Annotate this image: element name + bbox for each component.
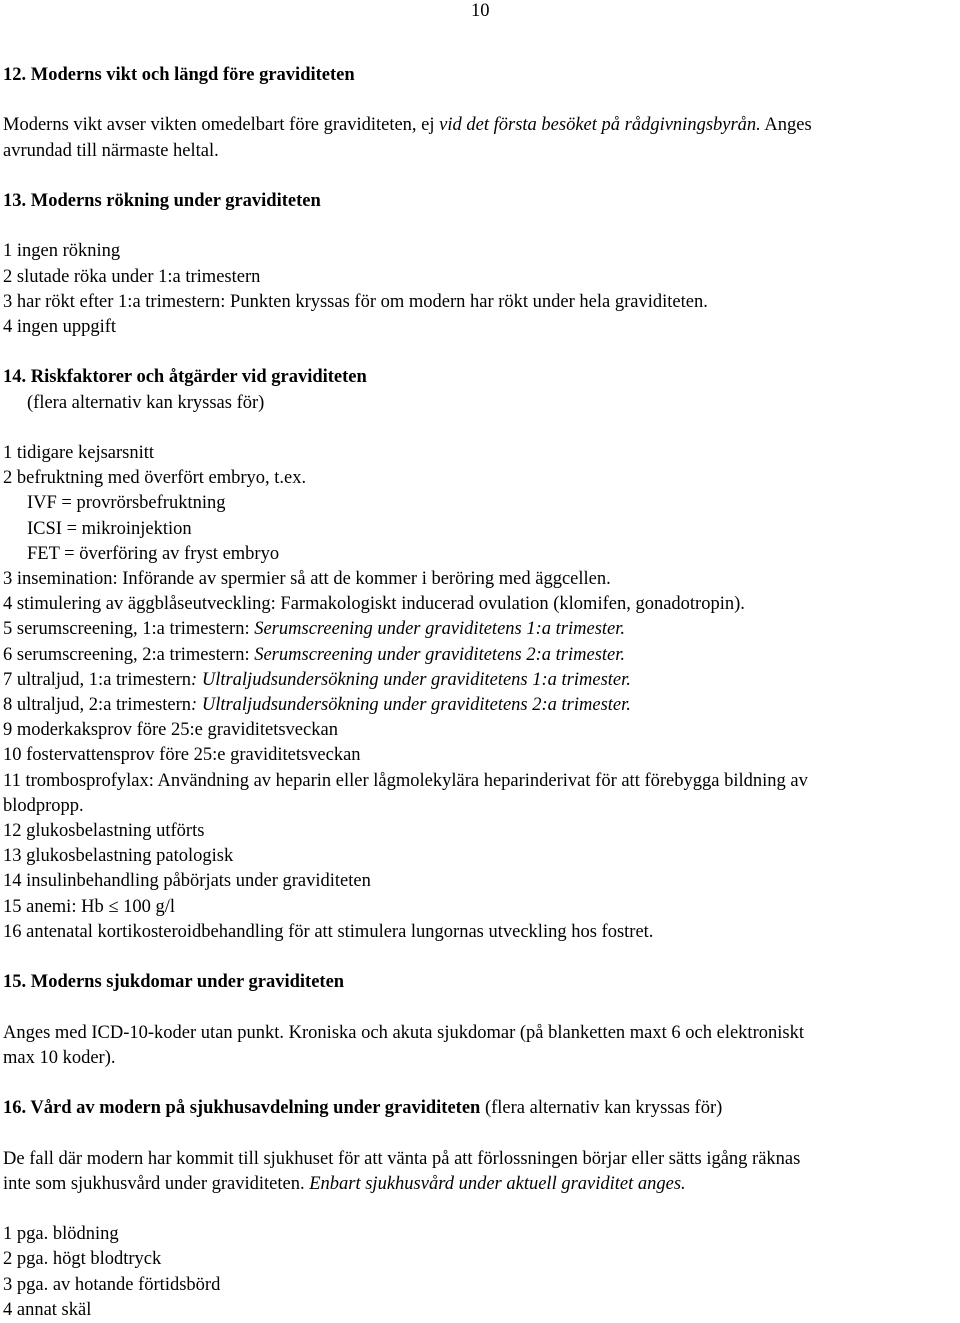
- section-14-item-13: 13 glukosbelastning patologisk: [3, 846, 234, 867]
- section-16-item: 4 annat skäl: [3, 1299, 92, 1320]
- section-16-paragraph-line-1: De fall där modern har kommit till sjukhuset för att vänta på att förlossningen börjar eller sätts igång räknas: [3, 1148, 801, 1169]
- s12-text-b: Anges: [760, 115, 812, 136]
- section-14-subheading: (flera alternativ kan kryssas för): [27, 392, 265, 413]
- section-16-item: 3 pga. av hotande förtidsbörd: [3, 1274, 221, 1295]
- page-number: 10: [471, 1, 490, 21]
- section-16-heading: [3, 1096, 958, 1121]
- section-14-item-11-line-1: 11 trombosprofylax: Användning av heparin eller lågmolekylära heparinderivat för att förebygga bildning av: [3, 770, 808, 791]
- section-14-item-14: 14 insulinbehandling påbörjats under graviditeten: [3, 871, 371, 892]
- section-12-heading: 12. Moderns vikt och längd före graviditeten: [3, 65, 355, 85]
- section-16-heading-note: (flera alternativ kan kryssas för): [480, 1098, 723, 1119]
- section-14-heading: 14. Riskfaktorer och åtgärder vid graviditeten: [3, 367, 367, 388]
- section-14-item-15: 15 anemi: Hb ≤ 100 g/l: [3, 896, 176, 917]
- section-14-item-5: [3, 617, 958, 642]
- item-6-label: 6 serumscreening, 2:a trimestern:: [3, 644, 255, 665]
- item-5-desc: Serumscreening under graviditetens 1:a trimester.: [254, 619, 626, 640]
- section-14-item-10: 10 fostervattensprov före 25:e graviditetsveckan: [3, 745, 361, 766]
- item-8-label: 8 ultraljud, 2:a trimestern: [3, 695, 192, 715]
- item-8-desc: : Ultraljudsundersökning under graviditetens 2:a trimester.: [191, 695, 631, 715]
- section-12-paragraph-line-1: [3, 113, 958, 138]
- section-13-item: 1 ingen rökning: [3, 241, 121, 262]
- s16-text-italic: Enbart sjukhusvård under aktuell graviditet anges.: [309, 1173, 686, 1194]
- document-body: [3, 63, 958, 1323]
- item-7-label: 7 ultraljud, 1:a trimestern: [3, 669, 192, 690]
- section-14-item-11-line-2: blodpropp.: [3, 795, 84, 816]
- s12-text-italic: vid det första besöket på rådgivningsbyrån.: [439, 115, 761, 136]
- section-14-subitem: FET = överföring av fryst embryo: [27, 543, 280, 564]
- s16-text-a: inte som sjukhusvård under graviditeten.: [3, 1173, 310, 1194]
- section-14-subitem: IVF = provrörsbefruktning: [27, 493, 226, 514]
- section-13-item: 3 har rökt efter 1:a trimestern: Punkten kryssas för om modern har rökt under hela graviditeten.: [3, 291, 708, 312]
- section-14-item-12: 12 glukosbelastning utförts: [3, 821, 205, 842]
- section-14-item: 3 insemination: Införande av spermier så att de kommer i beröring med äggcellen.: [3, 568, 611, 589]
- section-12-paragraph-line-2: avrundad till närmaste heltal.: [3, 140, 219, 161]
- section-14-item: 2 befruktning med överfört embryo, t.ex.: [3, 468, 307, 489]
- section-14-item: 1 tidigare kejsarsnitt: [3, 442, 155, 463]
- section-14-item-8: [3, 693, 958, 718]
- item-5-label: 5 serumscreening, 1:a trimestern:: [3, 619, 255, 640]
- section-14-item-16: 16 antenatal kortikosteroidbehandling för att stimulera lungornas utveckling hos fostret.: [3, 921, 654, 942]
- item-6-desc: Serumscreening under graviditetens 2:a trimester.: [254, 644, 626, 665]
- section-14-item-9: 9 moderkaksprov före 25:e graviditetsveckan: [3, 720, 338, 741]
- section-13-item: 4 ingen uppgift: [3, 316, 117, 337]
- section-15-paragraph-line-1: Anges med ICD-10-koder utan punkt. Kroniska och akuta sjukdomar (på blanketten maxt 6 och elektroniskt: [3, 1022, 804, 1043]
- section-14-subitem: ICSI = mikroinjektion: [27, 518, 192, 539]
- item-7-desc: : Ultraljudsundersökning under graviditetens 1:a trimester.: [191, 669, 631, 690]
- section-16-item: 2 pga. högt blodtryck: [3, 1249, 162, 1270]
- section-13-heading: 13. Moderns rökning under graviditeten: [3, 190, 321, 211]
- s12-text-a: Moderns vikt avser vikten omedelbart före graviditeten, ej: [3, 115, 440, 136]
- section-15-paragraph-line-2: max 10 koder).: [3, 1047, 116, 1068]
- section-16-paragraph-line-2: [3, 1172, 958, 1197]
- section-16-item: 1 pga. blödning: [3, 1224, 119, 1245]
- section-15-heading: 15. Moderns sjukdomar under graviditeten: [3, 972, 345, 993]
- section-13-item: 2 slutade röka under 1:a trimestern: [3, 266, 261, 287]
- section-14-item-7: [3, 668, 958, 693]
- section-16-heading-bold: 16. Vård av modern på sjukhusavdelning under graviditeten: [3, 1098, 481, 1119]
- section-14-item-6: [3, 643, 958, 668]
- section-14-item: 4 stimulering av äggblåseutveckling: Farmakologiskt inducerad ovulation (klomifen, gonadotropin).: [3, 594, 745, 615]
